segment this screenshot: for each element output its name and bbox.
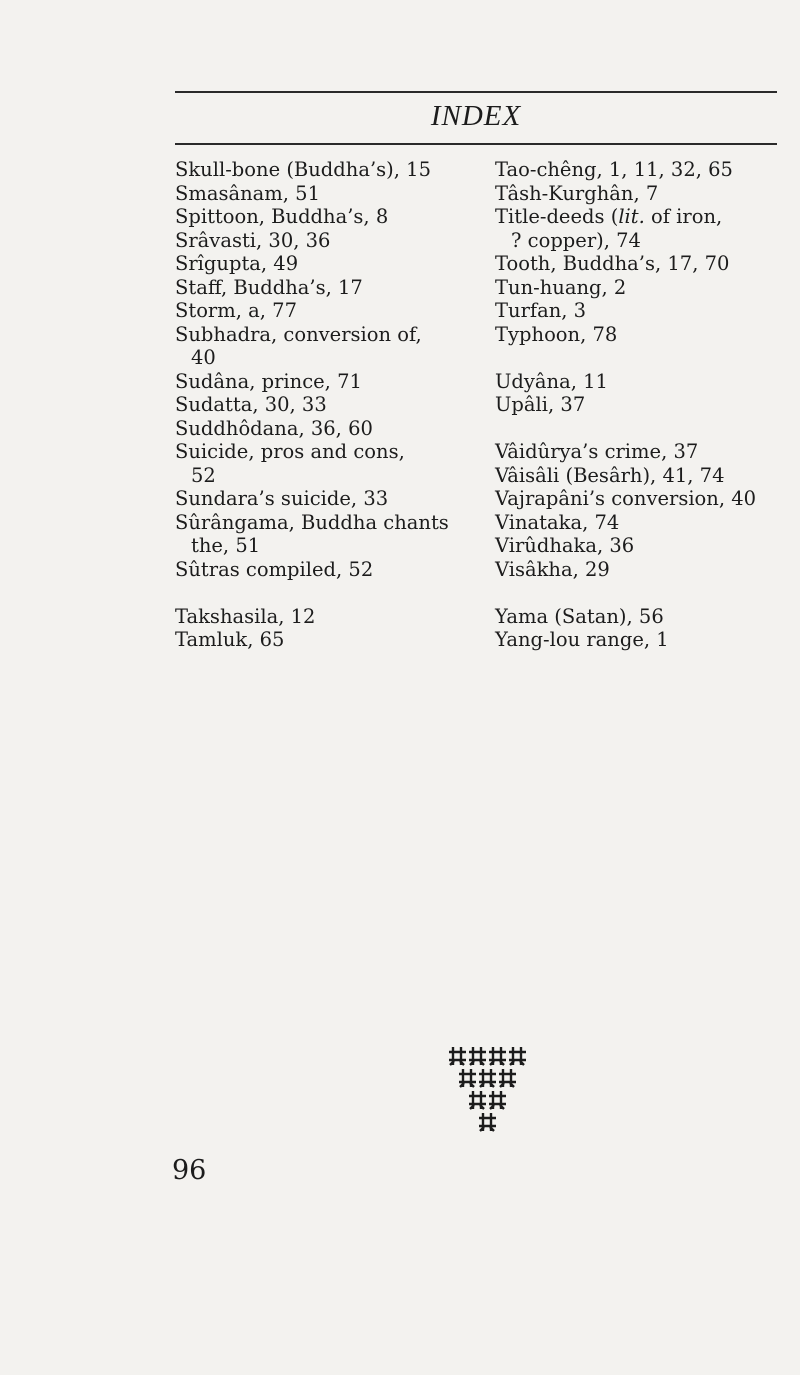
index-entry-text: Title-deeds (: [495, 205, 619, 228]
index-entry-text: Sudatta, 30, 33: [175, 393, 327, 416]
index-entry-continuation: 40: [191, 346, 216, 369]
index-entry-text-after: of iron,: [644, 205, 723, 228]
index-entry: [175, 605, 465, 629]
ornament-glyph: [509, 1047, 526, 1065]
page-number: 96: [172, 1155, 207, 1186]
index-entry: [495, 440, 785, 464]
index-entry: [175, 323, 465, 370]
index-entry: [495, 605, 785, 629]
index-entry-text: Typhoon, 78: [495, 322, 618, 346]
index-entry-text: Sudâna, prince, 71: [175, 369, 362, 393]
index-entry-text: Tao-chêng, 1, 11, 32, 65: [495, 158, 733, 181]
ornament-glyph: [469, 1047, 486, 1065]
index-entry: [175, 182, 465, 206]
index-entry: [175, 393, 465, 417]
index-entry: [175, 628, 465, 652]
section-gap: [495, 581, 785, 605]
index-entry-text: Vâisâli (Besârh), 41, 74: [495, 463, 725, 487]
index-entry-text: Subhadra, conversion of,: [175, 322, 422, 346]
ornament-glyph: [479, 1113, 496, 1131]
index-column-left: [175, 158, 465, 652]
index-entry: [495, 511, 785, 535]
tailpiece-ornament: [438, 1045, 538, 1140]
section-gap: [495, 417, 785, 441]
index-entry-text: Tamluk, 65: [175, 628, 285, 651]
ornament-glyph: [489, 1047, 506, 1065]
index-entry-text: Spittoon, Buddha’s, 8: [175, 205, 389, 228]
running-head: INDEX: [430, 100, 522, 132]
index-entry: [495, 370, 785, 394]
index-entry-text: Virûdhaka, 36: [495, 534, 635, 557]
index-entry-text: Turfan, 3: [495, 299, 587, 322]
header-rule-bottom: [175, 143, 777, 145]
index-entry-italic: lit.: [618, 205, 645, 228]
ornament-glyph: [489, 1091, 506, 1109]
index-entry-text: Vâidûrya’s crime, 37: [495, 440, 699, 463]
index-entry-text: Smasânam, 51: [175, 181, 320, 205]
index-entry-text: Skull-bone (Buddha’s), 15: [175, 158, 431, 181]
index-entry-text: Vinataka, 74: [495, 510, 620, 534]
index-entry: [495, 205, 785, 252]
index-entry: [495, 534, 785, 558]
index-column-right: [495, 158, 785, 652]
header-rule-top: [175, 91, 777, 93]
index-entry: [495, 182, 785, 206]
index-entry-text: Takshasila, 12: [175, 604, 316, 628]
index-entry: [175, 158, 465, 182]
index-entry: [175, 229, 465, 253]
index-entry-text: Yang-lou range, 1: [495, 628, 669, 651]
section-gap: [495, 346, 785, 370]
index-entry: [495, 323, 785, 347]
index-entry: [175, 558, 465, 582]
index-entry-text: Tun-huang, 2: [495, 275, 627, 299]
index-entry-text: Sundara’s suicide, 33: [175, 487, 389, 510]
index-entry: [495, 299, 785, 323]
index-entry: [495, 464, 785, 488]
index-entry-text: Visâkha, 29: [495, 557, 610, 581]
index-entry-text: Suddhôdana, 36, 60: [175, 416, 373, 440]
index-entry: [175, 276, 465, 300]
index-entry-text: Upâli, 37: [495, 393, 586, 416]
ornament-glyph: [499, 1069, 516, 1087]
index-entry: [175, 440, 465, 487]
index-entry-continuation: ? copper), 74: [511, 228, 641, 252]
index-entry: [175, 417, 465, 441]
index-entry: [175, 511, 465, 558]
ornament-glyph: [479, 1069, 496, 1087]
ornament-glyph: [459, 1069, 476, 1087]
index-entry-text: Sûtras compiled, 52: [175, 557, 374, 581]
index-entry-text: Udyâna, 11: [495, 369, 608, 393]
index-entry-text: Tâsh-Kurghân, 7: [495, 181, 659, 205]
index-entry-text: Storm, a, 77: [175, 299, 297, 322]
index-entry: [175, 487, 465, 511]
index-entry-continuation: 52: [191, 463, 216, 487]
index-entry: [175, 205, 465, 229]
index-entry: [495, 558, 785, 582]
index-entry-text: Srîgupta, 49: [175, 252, 299, 275]
index-entry: [495, 487, 785, 511]
index-entry: [495, 276, 785, 300]
index-entry-text: Tooth, Buddha’s, 17, 70: [495, 252, 730, 275]
index-entry-text: Vajrapâni’s conversion, 40: [495, 487, 757, 510]
index-entry-continuation: the, 51: [191, 534, 261, 557]
index-entry-text: Srâvasti, 30, 36: [175, 228, 331, 252]
ornament-glyph: [449, 1047, 466, 1065]
index-entry: [495, 628, 785, 652]
index-entry-text: Yama (Satan), 56: [495, 604, 664, 628]
index-entry: [495, 252, 785, 276]
index-entry: [175, 299, 465, 323]
index-entry-text: Sûrângama, Buddha chants: [175, 510, 449, 534]
index-entry-text: Suicide, pros and cons,: [175, 440, 405, 463]
ornament-glyph: [469, 1091, 486, 1109]
index-entry-text: Staff, Buddha’s, 17: [175, 275, 363, 299]
index-entry: [175, 370, 465, 394]
index-entry: [495, 393, 785, 417]
section-gap: [175, 581, 465, 605]
index-entry: [175, 252, 465, 276]
index-entry: [495, 158, 785, 182]
